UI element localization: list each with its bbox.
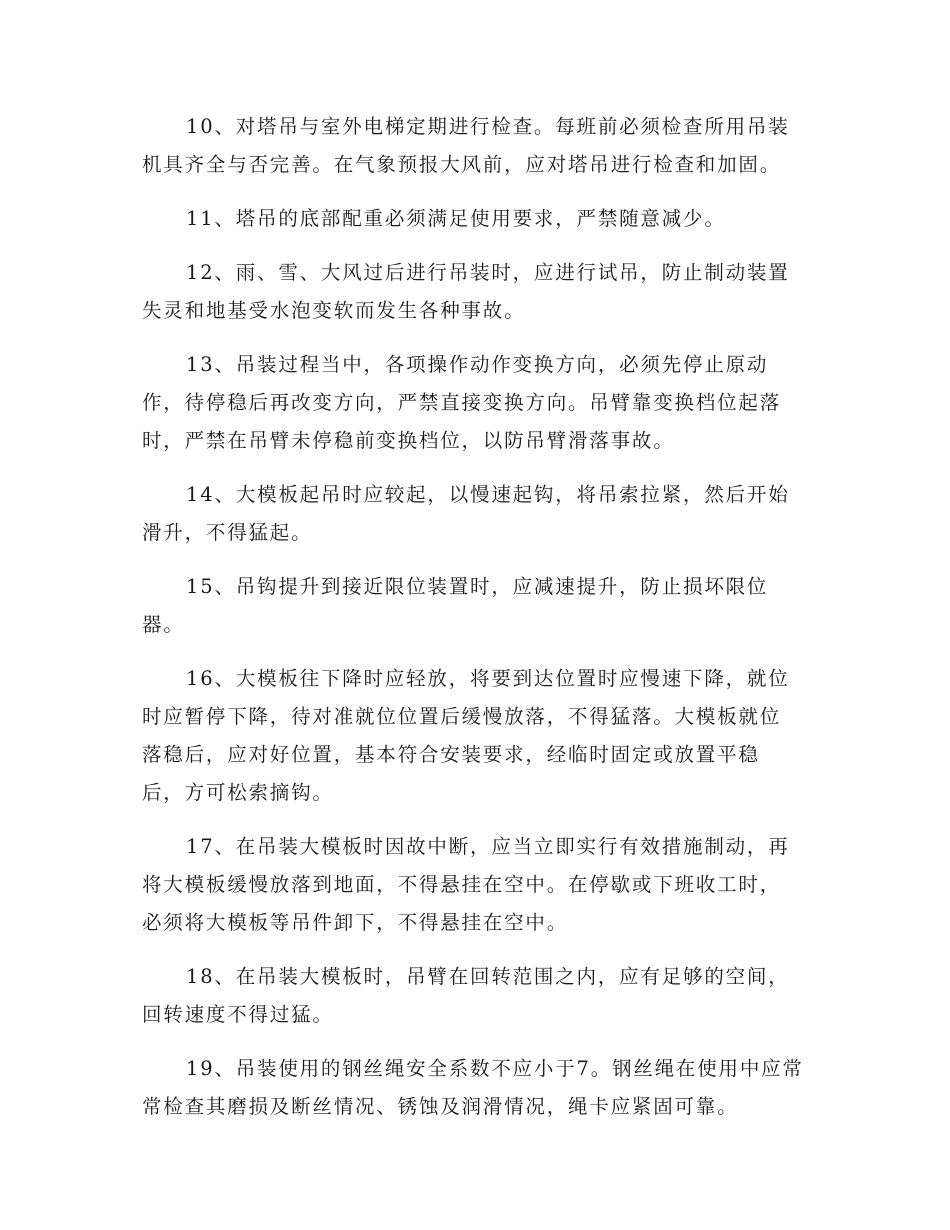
paragraph-item-19 bbox=[142, 1050, 814, 1126]
paragraph-line: 常检查其磨损及断丝情况、锈蚀及润滑情况，绳卡应紧固可靠。 bbox=[142, 1095, 739, 1118]
paragraph-line: 作，待停稳后再改变方向，严禁直接变换方向。吊臂靠变换档位起落 bbox=[142, 391, 782, 414]
paragraph-line: 时，严禁在吊臂未停稳前变换档位，以防吊臂滑落事故。 bbox=[142, 429, 675, 452]
paragraph-line: 17、在吊装大模板时因故中断，应当立即实行有效措施制动，再 bbox=[186, 835, 790, 858]
paragraph-line: 失灵和地基受水泡变软而发生各种事故。 bbox=[142, 299, 526, 322]
paragraph-line: 18、在吊装大模板时，吊臂在回转范围之内，应有足够的空间， bbox=[186, 965, 790, 988]
paragraph-line: 机具齐全与否完善。在气象预报大风前，应对塔吊进行检查和加固。 bbox=[142, 153, 782, 176]
document-body bbox=[142, 108, 814, 1142]
paragraph-line: 12、雨、雪、大风过后进行吊装时，应进行试吊，防止制动装置 bbox=[186, 261, 790, 284]
paragraph-line: 后，方可松索摘钩。 bbox=[142, 781, 334, 804]
paragraph-line: 16、大模板往下降时应轻放，将要到达位置时应慢速下降，就位 bbox=[186, 667, 790, 690]
paragraph-line: 11、塔吊的底部配重必须满足使用要求，严禁随意减少。 bbox=[186, 207, 726, 230]
paragraph-item-11 bbox=[142, 200, 814, 238]
paragraph-item-12 bbox=[142, 254, 814, 330]
paragraph-line: 器。 bbox=[142, 613, 185, 636]
paragraph-line: 落稳后，应对好位置，基本符合安装要求，经临时固定或放置平稳 bbox=[142, 743, 760, 766]
paragraph-line: 13、吊装过程当中，各项操作动作变换方向，必须先停止原动 bbox=[186, 353, 769, 376]
paragraph-line: 时应暂停下降，待对准就位位置后缓慢放落，不得猛落。大模板就位 bbox=[142, 705, 782, 728]
paragraph-line: 滑升，不得猛起。 bbox=[142, 521, 313, 544]
paragraph-item-17 bbox=[142, 828, 814, 942]
paragraph-item-10 bbox=[142, 108, 814, 184]
paragraph-item-15 bbox=[142, 568, 814, 644]
paragraph-item-14 bbox=[142, 476, 814, 552]
paragraph-line: 19、吊装使用的钢丝绳安全系数不应小于7。钢丝绳在使用中应常 bbox=[186, 1057, 804, 1080]
paragraph-item-16 bbox=[142, 660, 814, 812]
paragraph-line: 将大模板缓慢放落到地面，不得悬挂在空中。在停歇或下班收工时， bbox=[142, 873, 782, 896]
paragraph-item-18 bbox=[142, 958, 814, 1034]
paragraph-item-13 bbox=[142, 346, 814, 460]
paragraph-line: 必须将大模板等吊件卸下，不得悬挂在空中。 bbox=[142, 911, 569, 934]
paragraph-line: 10、对塔吊与室外电梯定期进行检查。每班前必须检查所用吊装 bbox=[186, 115, 790, 138]
paragraph-line: 14、大模板起吊时应较起，以慢速起钩，将吊索拉紧，然后开始 bbox=[186, 483, 790, 506]
paragraph-line: 回转速度不得过猛。 bbox=[142, 1003, 334, 1026]
paragraph-line: 15、吊钩提升到接近限位装置时，应减速提升，防止损坏限位 bbox=[186, 575, 769, 598]
